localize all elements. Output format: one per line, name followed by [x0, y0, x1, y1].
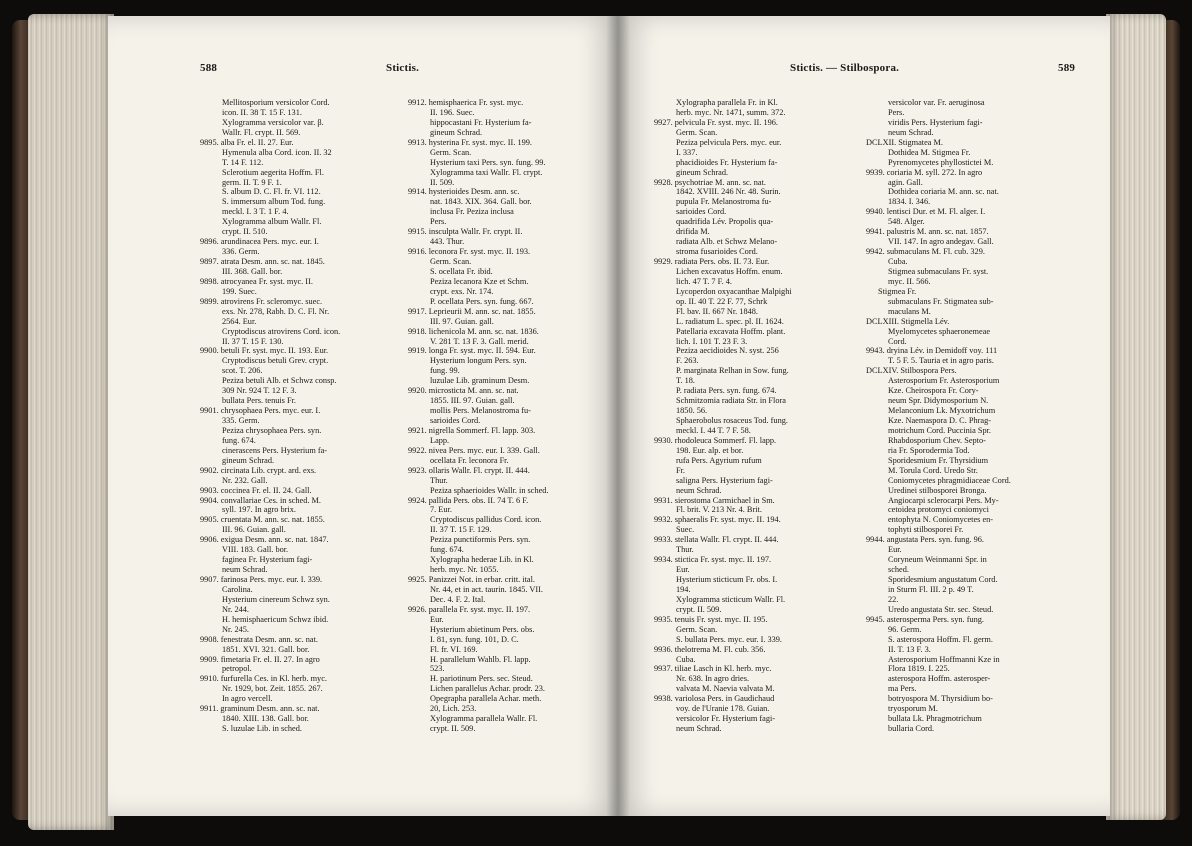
entry-line: cetoidea protomyci coniomyci — [888, 505, 989, 515]
entry-line: Mellitosporium versicolor Cord. — [222, 98, 330, 107]
entry-line: syll. 197. In agro brix. — [222, 505, 296, 515]
entry-line: botryospora M. Thyrsidium bo- — [888, 694, 993, 704]
entry-line: 9928. psychotriae M. ann. sc. nat. — [654, 177, 766, 187]
entry-line: stroma fusarioides Cord. — [676, 247, 758, 257]
entry-line: II. 509. — [430, 177, 455, 187]
entry-line: 9935. tenuis Fr. syst. myc. II. 195. — [654, 614, 768, 624]
entry-line: 9901. chrysophaea Pers. myc. eur. I. — [200, 406, 321, 416]
entry-line: Peziza punctiformis Pers. syn. — [430, 535, 531, 545]
entry-line: II. 196. Suec. — [430, 107, 475, 117]
entry-line: Hysterium abietinum Pers. obs. — [430, 624, 535, 634]
entry-line: Dothidea coriaria M. ann. sc. nat. — [888, 187, 999, 197]
entry-line: 9917. Leprieurii M. ann. sc. nat. 1855. — [408, 306, 536, 316]
entry-line: 9904. convallariae Ces. in sched. M. — [200, 495, 321, 505]
entry-line: Wallr. Fl. crypt. II. 569. — [222, 127, 301, 137]
entry-line: Uredo angustata Str. sec. Steud. — [888, 604, 994, 614]
entry-line: Coryneum Weinmanni Spr. in — [888, 555, 987, 565]
entry-line: Nr. 244. — [222, 604, 249, 614]
entry-line: radiata Alb. et Schwz Melano- — [676, 237, 778, 247]
entry-line: S. album D. C. Fl. fr. VI. 112. — [222, 187, 321, 197]
right-page-column-2 — [866, 98, 1011, 734]
entry-line: H. pariotinum Pers. sec. Steud. — [430, 674, 533, 684]
entry-line: 9936. thelotrema M. Fl. cub. 356. — [654, 644, 766, 654]
entry-line: bullaria Cord. — [888, 724, 935, 734]
entry-line: scot. T. 206. — [222, 366, 263, 376]
entry-line: tryosporum M. — [888, 704, 938, 714]
entry-line: 9924. pallida Pers. obs. II. 74 T. 6 F. — [408, 495, 529, 505]
entry-line: Eur. — [676, 565, 690, 575]
entry-line: H. hemisphaericum Schwz ibid. — [222, 614, 329, 624]
entry-line: 9912. hemisphaerica Fr. syst. myc. — [408, 98, 524, 107]
entry-line: Uredinei stilbosporei Bronga. — [888, 485, 987, 495]
entry-line: Dec. 4. F. 2. Ital. — [430, 594, 486, 604]
entry-line: 9918. lichenicola M. ann. sc. nat. 1836. — [408, 326, 539, 336]
entry-line: bullata Pers. tenuis Fr. — [222, 396, 296, 406]
entry-line: Peziza aecidioides N. syst. 256 — [676, 346, 779, 356]
entry-line: sched. — [888, 565, 909, 575]
running-head-right: Stictis. — Stilbospora. — [790, 62, 900, 74]
entry-line: Xylogramma taxi Wallr. Fl. crypt. — [430, 167, 543, 177]
entry-line: Carolina. — [222, 584, 253, 594]
entry-line: Eur. — [888, 545, 902, 555]
entry-line: Xylogramma album Wallr. Fl. — [222, 217, 322, 227]
entry-line: 1855. III. 97. Guian. gall. — [430, 396, 515, 406]
entry-line: 9944. angustata Pers. syn. fung. 96. — [866, 535, 984, 545]
entry-line: Lichen parallelus Achar. prodr. 23. — [430, 684, 545, 694]
entry-line: III. 96. Guian. gall. — [222, 525, 286, 535]
entry-line: 194. — [676, 584, 691, 594]
entry-line: 9909. fimetaria Fr. el. II. 27. In agro — [200, 654, 320, 664]
entry-line: nat. 1843. XIX. 364. Gall. bor. — [430, 197, 532, 207]
entry-line: fung. 674. — [222, 435, 256, 445]
entry-line: T. 18. — [676, 376, 695, 386]
entry-line: DCLXIII. Stigmella Lév. — [866, 316, 950, 326]
entry-line: sarioides Cord. — [430, 416, 481, 425]
entry-line: in Sturm Fl. III. 2 p. 49 T. — [888, 584, 974, 594]
entry-line: 9895. alba Fr. el. II. 27. Eur. — [200, 137, 294, 147]
entry-line: Dothidea M. Stigmea Fr. — [888, 147, 971, 157]
entry-line: 9942. submaculans M. Fl. cub. 329. — [866, 247, 985, 257]
entry-line: 198. Eur. alp. et bor. — [676, 445, 744, 455]
entry-line: 9927. pelvicula Fr. syst. myc. II. 196. — [654, 117, 778, 127]
entry-line: Pyrenomycetes phyllostictei M. — [888, 157, 994, 167]
left-page-column-1 — [200, 98, 340, 734]
entry-line: Germ. Scan. — [430, 257, 472, 266]
entry-line: Angiocarpi sclerocarpi Pers. My- — [888, 495, 999, 505]
entry-line: 9916. leconora Fr. syst. myc. II. 193. — [408, 247, 531, 257]
entry-line: 335. Germ. — [222, 416, 260, 425]
entry-line: 9922. nivea Pers. myc. eur. I. 339. Gall. — [408, 445, 540, 455]
entry-line: 1840. XIII. 138. Gall. bor. — [222, 714, 309, 724]
entry-line: 9945. asterosperma Pers. syn. fung. — [866, 614, 984, 624]
entry-line: faginea Fr. Hysterium fagi- — [222, 555, 313, 565]
entry-line: 9939. coriaria M. syll. 272. In agro — [866, 167, 983, 177]
entry-line: 9906. exigua Desm. ann. sc. nat. 1847. — [200, 535, 329, 545]
entry-line: Lycoperdon oxyacanthae Malpighi — [676, 286, 792, 296]
entry-line: 9943. dryina Lév. in Demidoff voy. 111 — [866, 346, 998, 356]
entry-line: rufa Pers. Agyrium rufum — [676, 455, 762, 465]
entry-line: Cuba. — [676, 654, 696, 664]
entry-line: 309 Nr. 924 T. 12 F. 3. — [222, 386, 297, 396]
entry-line: P. ocellata Pers. syn. fung. 667. — [430, 296, 534, 306]
entry-line: 9933. stellata Wallr. Fl. crypt. II. 444. — [654, 535, 779, 545]
book-gutter — [606, 16, 630, 816]
entry-line: Hysterium sticticum Fr. obs. I. — [676, 575, 778, 584]
entry-line: drifida M. — [676, 227, 710, 237]
entry-line: Germ. Scan. — [430, 147, 472, 157]
entry-line: Cuba. — [888, 257, 908, 266]
entry-line: Fl. brit. V. 213 Nr. 4. Brit. — [676, 505, 762, 515]
entry-line: 336. Germ. — [222, 247, 260, 257]
entry-line: Hysterium taxi Pers. syn. fung. 99. — [430, 157, 546, 167]
entry-line: 20, Lich. 253. — [430, 704, 477, 714]
entry-line: 199. Suec. — [222, 286, 257, 296]
entry-line: inclusa Fr. Peziza inclusa — [430, 207, 514, 217]
entry-line: II. 37 T. 15 F. 130. — [222, 336, 284, 346]
entry-line: Rhabdosporium Chev. Septo- — [888, 435, 986, 445]
entry-line: herb. myc. Nr. 1471, summ. 372. — [676, 107, 786, 117]
entry-line: fung. 674. — [430, 545, 464, 555]
entry-line: S. asterospora Hoffm. Fl. germ. — [888, 634, 993, 644]
entry-line: meckl. I. 44 T. 7 F. 58. — [676, 425, 751, 435]
entry-line: ma Pers. — [888, 684, 917, 694]
entry-line: gineum Schrad. — [222, 455, 275, 465]
entry-line: bullata Lk. Phragmotrichum — [888, 714, 982, 724]
entry-line: Peziza sphaerioides Wallr. in sched. — [430, 485, 549, 495]
entry-line: I. 81, syn. fung. 101, D. C. — [430, 634, 519, 644]
entry-line: meckl. I. 3 T. 1 F. 4. — [222, 207, 289, 217]
entry-line: neum Spr. Didymosporium N. — [888, 396, 989, 406]
entry-line: Flora 1819. I. 225. — [888, 664, 950, 674]
entry-line: Patellaria excavata Hoffm. plant. — [676, 326, 786, 336]
entry-line: P. radiata Pers. syn. fung. 674. — [676, 386, 777, 396]
entry-line: Nr. 638. In agro dries. — [676, 674, 750, 684]
entry-line: Thur. — [430, 475, 448, 485]
entry-line: H. parallelum Wahlb. Fl. lapp. — [430, 654, 531, 664]
entry-line: Coniomycetes phragmidiaceae Cord. — [888, 475, 1011, 485]
entry-line: gineum Schrad. — [430, 127, 483, 137]
entry-line: submaculans Fr. Stigmatea sub- — [888, 296, 994, 306]
entry-line: Stigmea submaculans Fr. syst. — [888, 266, 989, 276]
entry-line: 9938. variolosa Pers. in Gaudichaud — [654, 694, 775, 704]
entry-line: petropol. — [222, 664, 252, 674]
entry-line: crypt. II. 510. — [222, 227, 268, 237]
entry-line: mollis Pers. Melanostroma fu- — [430, 406, 531, 416]
entry-line: Fl. bav. II. 667 Nr. 1848. — [676, 306, 758, 316]
entry-line: viridis Pers. Hysterium fagi- — [888, 117, 983, 127]
entry-line: Sphaerobolus rosaceus Tod. fung. — [676, 416, 788, 425]
entry-line: F. 263. — [676, 356, 699, 366]
entry-line: motrichum Cord. Puccinia Spr. — [888, 425, 992, 435]
entry-line: Xylogramma versicolor var. β. — [222, 117, 324, 127]
entry-line: 9919. longa Fr. syst. myc. II. 594. Eur. — [408, 346, 536, 356]
entry-line: Schmitzomia radiata Str. in Flora — [676, 396, 786, 406]
entry-line: 548. Alger. — [888, 217, 925, 227]
entry-line: agin. Gall. — [888, 177, 923, 187]
entry-line: 9931. sierostoma Carmichael in Sm. — [654, 495, 775, 505]
entry-line: 9907. farinosa Pers. myc. eur. I. 339. — [200, 575, 323, 584]
entry-line: neum Schrad. — [888, 127, 934, 137]
entry-line: sarioides Cord. — [676, 207, 727, 217]
entry-line: icon. II. 38 T. 15 F. 131. — [222, 107, 302, 117]
entry-line: tophyti stilbosporei Fr. — [888, 525, 964, 535]
entry-line: voy. de l'Uranie 178. Guian. — [676, 704, 770, 714]
entry-line: entophyta N. Coniomycetes en- — [888, 515, 994, 525]
entry-line: Nr. 1929, bot. Zeit. 1855. 267. — [222, 684, 323, 694]
entry-line: II. T. 13 F. 3. — [888, 644, 931, 654]
entry-line: 9920. microsticta M. ann. sc. nat. — [408, 386, 519, 396]
entry-line: herb. myc. Nr. 1055. — [430, 565, 499, 575]
entry-line: Asterosporium Fr. Asterosporium — [888, 376, 1000, 386]
entry-line: Hysterium cinereum Schwz syn. — [222, 594, 330, 604]
left-page-column-2 — [408, 98, 549, 734]
entry-line: ocellata Fr. leconora Fr. — [430, 455, 509, 465]
entry-line: neum Schrad. — [676, 485, 722, 495]
entry-line: 9940. lentisci Dur. et M. Fl. alger. I. — [866, 207, 986, 217]
entry-line: Nr. 245. — [222, 624, 249, 634]
entry-line: Germ. Scan. — [676, 127, 718, 137]
entry-line: Nr. 44, et in act. taurin. 1845. VII. — [430, 584, 543, 594]
entry-line: Xylographa hederae Lib. in Kl. — [430, 555, 534, 565]
entry-line: 9897. atrata Desm. ann. sc. nat. 1845. — [200, 257, 325, 266]
entry-line: 9937. tiliae Lasch in Kl. herb. myc. — [654, 664, 772, 674]
entry-line: ria Fr. Sporodermia Tod. — [888, 445, 970, 455]
entry-line: lich. I. 101 T. 23 F. 3. — [676, 336, 748, 346]
entry-line: Pers. — [888, 107, 905, 117]
entry-line: 443. Thur. — [430, 237, 465, 247]
entry-line: 7. Eur. — [430, 505, 452, 515]
entry-line: VIII. 183. Gall. bor. — [222, 545, 289, 555]
entry-line: Eur. — [430, 614, 444, 624]
entry-line: 9910. furfurella Ces. in Kl. herb. myc. — [200, 674, 327, 684]
entry-line: T. 5 F. 5. Tauria et in agro paris. — [888, 356, 994, 366]
entry-line: 9914. hysterioides Desm. ann. sc. — [408, 187, 520, 197]
entry-line: L. radiatum L. spec. pl. II. 1624. — [676, 316, 784, 326]
entry-line: VII. 147. In agro andegav. Gall. — [888, 237, 994, 247]
entry-line: S. ocellata Fr. ibid. — [430, 266, 493, 276]
entry-line: Hysterium longum Pers. syn. — [430, 356, 527, 366]
entry-line: maculans M. — [888, 306, 931, 316]
entry-line: 1834. I. 346. — [888, 197, 931, 207]
entry-line: M. Torula Cord. Uredo Str. — [888, 465, 978, 475]
entry-line: 1842. XVIII. 246 Nr. 48. Surin. — [676, 187, 781, 197]
entry-line: II. 37 T. 15 F. 129. — [430, 525, 492, 535]
entry-line: gineum Schrad. — [676, 167, 729, 177]
entry-line: 2564. Eur. — [222, 316, 257, 326]
entry-line: 1851. XVI. 321. Gall. bor. — [222, 644, 310, 654]
entry-line: phacidioides Fr. Hysterium fa- — [676, 157, 778, 167]
entry-line: Lapp. — [430, 435, 450, 445]
entry-line: 9902. circinata Lib. crypt. ard. exs. — [200, 465, 317, 475]
page-edges-left — [28, 14, 114, 830]
entry-line: 9921. nigrella Sommerf. Fl. lapp. 303. — [408, 425, 536, 435]
entry-line: 9923. ollaris Wallr. Fl. crypt. II. 444. — [408, 465, 530, 475]
entry-line: Cryptodiscus atrovirens Cord. icon. — [222, 326, 341, 336]
left-page — [108, 16, 618, 816]
entry-line: 9900. betuli Fr. syst. myc. II. 193. Eur. — [200, 346, 329, 356]
entry-line: 9929. radiata Pers. obs. II. 73. Eur. — [654, 257, 770, 266]
entry-line: 9911. graminum Desm. ann. sc. nat. — [200, 704, 320, 714]
entry-line: Sporidesmium Fr. Thyrsidium — [888, 455, 989, 465]
entry-line: op. II. 40 T. 22 F. 77, Schrk — [676, 296, 768, 306]
entry-line: Peziza betuli Alb. et Schwz consp. — [222, 376, 337, 386]
entry-line: Suec. — [676, 525, 695, 535]
entry-line: DCLXIV. Stilbospora Pers. — [866, 366, 957, 376]
entry-line: Cord. — [888, 336, 907, 346]
entry-line: DCLXII. Stigmatea M. — [866, 137, 943, 147]
entry-line: T. 14 F. 112. — [222, 157, 264, 167]
entry-line: Cryptodiscus betuli Grev. crypt. — [222, 356, 329, 366]
entry-line: 9896. arundinacea Pers. myc. eur. I. — [200, 237, 319, 247]
entry-line: Myelomycetes sphaeronemeae — [888, 326, 991, 336]
entry-line: 9908. fenestrata Desm. ann. sc. nat. — [200, 634, 318, 644]
entry-line: Xylographa parallela Fr. in Kl. — [676, 98, 778, 107]
entry-line: Lichen excavatus Hoffm. enum. — [676, 266, 783, 276]
entry-line: III. 97. Guian. gall. — [430, 316, 494, 326]
entry-line: quadrifida Lév. Propolis qua- — [676, 217, 774, 227]
entry-line: Xylogramma sticticum Wallr. Fl. — [676, 594, 786, 604]
entry-line: pupula Fr. Melanostroma fu- — [676, 197, 772, 207]
entry-line: myc. II. 566. — [888, 276, 931, 286]
entry-line: Stigmea Fr. — [878, 286, 917, 296]
entry-line: Germ. Scan. — [676, 624, 718, 634]
running-head-left: Stictis. — [386, 62, 420, 74]
entry-line: 9925. Panizzei Not. in erbar. critt. ital. — [408, 575, 535, 584]
entry-line: exs. Nr. 278, Rabh. D. C. Fl. Nr. — [222, 306, 330, 316]
entry-line: versicolor var. Fr. aeruginosa — [888, 98, 985, 107]
entry-line: 9941. palustris M. ann. sc. nat. 1857. — [866, 227, 989, 237]
entry-line: Cryptodiscus pallidus Cord. icon. — [430, 515, 542, 525]
entry-line: hippocastani Fr. Hysterium fa- — [430, 117, 532, 127]
entry-line: S. luzulae Lib. in sched. — [222, 724, 302, 734]
entry-line: 9913. hysterina Fr. syst. myc. II. 199. — [408, 137, 532, 147]
entry-line: 22. — [888, 594, 899, 604]
entry-line: germ. II. T. 9 F. 1. — [222, 177, 282, 187]
entry-line: versicolor Fr. Hysterium fagi- — [676, 714, 776, 724]
entry-line: valvata M. Naevia valvata M. — [676, 684, 775, 694]
entry-line: 9905. cruentata M. ann. sc. nat. 1855. — [200, 515, 325, 525]
entry-line: 523. — [430, 664, 445, 674]
entry-line: Asterosporium Hoffmanni Kze in — [888, 654, 1000, 664]
entry-line: Peziza lecanora Kze et Schm. — [430, 276, 529, 286]
page-edges-right — [1106, 14, 1166, 820]
entry-line: S. immersum album Tod. fung. — [222, 197, 326, 207]
entry-line: Fr. — [676, 465, 685, 475]
entry-line: neum Schrad. — [676, 724, 722, 734]
entry-line: 9903. coccinea Fr. el. II. 24. Gall. — [200, 485, 312, 495]
entry-line: Hymenula alba Cord. icon. II. 32 — [222, 147, 332, 157]
entry-line: Xylogramma parallela Wallr. Fl. — [430, 714, 538, 724]
entry-line: Nr. 232. Gall. — [222, 475, 268, 485]
entry-line: Opegrapha parallela Achar. meth. — [430, 694, 542, 704]
entry-line: lich. 47 T. 7 F. 4. — [676, 276, 732, 286]
entry-line: asterospora Hoffm. asterosper- — [888, 674, 991, 684]
right-page-column-1 — [654, 98, 792, 734]
entry-line: I. 337. — [676, 147, 698, 157]
entry-line: 9934. stictica Fr. syst. myc. II. 197. — [654, 555, 772, 565]
page-number-left: 588 — [200, 62, 218, 74]
entry-line: Melanconium Lk. Myxotrichum — [888, 406, 996, 416]
entry-line: 9898. atrocyanea Fr. syst. myc. II. — [200, 276, 313, 286]
entry-line: Peziza pelvicula Pers. myc. eur. — [676, 137, 782, 147]
entry-line: S. bullata Pers. myc. eur. I. 339. — [676, 634, 782, 644]
entry-line: crypt. II. 509. — [430, 724, 476, 734]
entry-line: Sporidesmium angustatum Cord. — [888, 575, 998, 584]
entry-line: Thur. — [676, 545, 694, 555]
entry-line: cinerascens Pers. Hysterium fa- — [222, 445, 328, 455]
entry-line: In agro vercell. — [222, 694, 273, 704]
entry-line: Kze. Naemaspora D. C. Phrag- — [888, 416, 991, 425]
entry-line: 9926. parallela Fr. syst. myc. II. 197. — [408, 604, 531, 614]
entry-line: 96. Germ. — [888, 624, 922, 634]
entry-line: 9932. sphaeralis Fr. syst. myc. II. 194. — [654, 515, 781, 525]
entry-line: 9915. insculpta Wallr. Fr. crypt. II. — [408, 227, 523, 237]
entry-line: Fl. fr. VI. 169. — [430, 644, 478, 654]
entry-line: luzulae Lib. graminum Desm. — [430, 376, 530, 386]
entry-line: Peziza chrysophaea Pers. syn. — [222, 425, 322, 435]
entry-line: crypt. exs. Nr. 174. — [430, 286, 494, 296]
entry-line: saligna Pers. Hysterium fagi- — [676, 475, 773, 485]
entry-line: fung. 99. — [430, 366, 460, 376]
entry-line: Kze. Cheirospora Fr. Cory- — [888, 386, 979, 396]
entry-line: 9899. atrovirens Fr. scleromyc. suec. — [200, 296, 323, 306]
entry-line: 1850. 56. — [676, 406, 708, 416]
entry-line: neum Schrad. — [222, 565, 268, 575]
entry-line: crypt. II. 509. — [676, 604, 722, 614]
entry-line: III. 368. Gall. bor. — [222, 266, 283, 276]
right-page — [618, 16, 1110, 816]
page-number-right: 589 — [1058, 62, 1076, 74]
entry-line: 9930. rhodoleuca Sommerf. Fl. lapp. — [654, 435, 777, 445]
entry-line: Pers. — [430, 217, 447, 227]
entry-line: V. 281 T. 13 F. 3. Gall. merid. — [430, 336, 529, 346]
entry-line: P. marginata Relhan in Sow. fung. — [676, 366, 789, 376]
entry-line: Sclerotium aegerita Hoffm. Fl. — [222, 167, 324, 177]
